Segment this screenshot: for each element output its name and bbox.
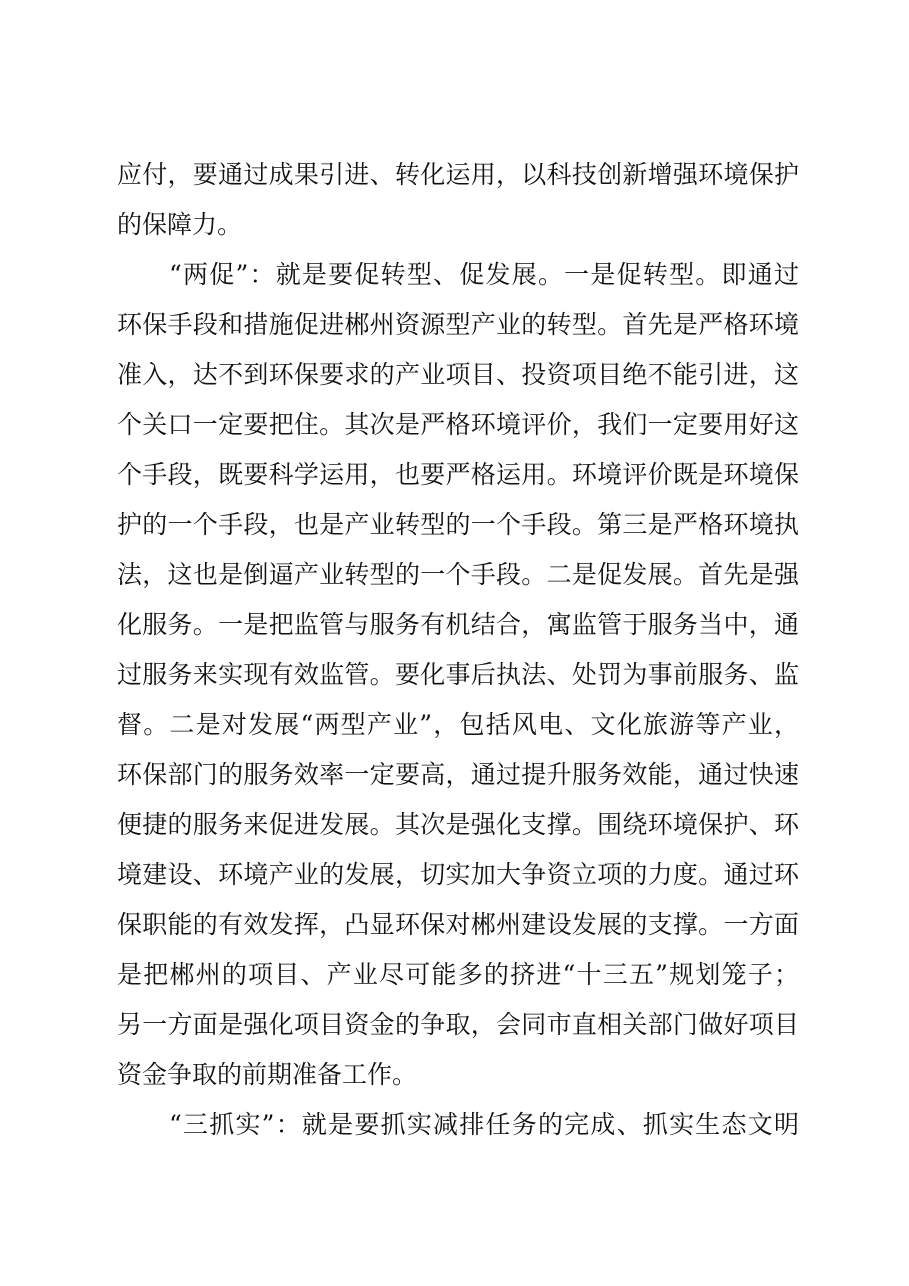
text-line: 保职能的有效发挥，凸显环保对郴州建设发展的支撑。一方面: [117, 910, 799, 939]
text-line: 便捷的服务来促进发展。其次是强化支撑。围绕环境保护、环: [117, 810, 799, 839]
text-line: “两促”：就是要促转型、促发展。一是促转型。即通过: [169, 260, 799, 289]
text-line: 化服务。一是把监管与服务有机结合，寓监管于服务当中，通: [117, 610, 799, 639]
body-text: [117, 150, 799, 1150]
text-line: 个手段，既要科学运用，也要严格运用。环境评价既是环境保: [117, 460, 799, 489]
text-line: 护的一个手段，也是产业转型的一个手段。第三是严格环境执: [117, 510, 799, 539]
text-line: 督。二是对发展“两型产业”，包括风电、文化旅游等产业，: [117, 710, 799, 739]
text-line: 资金争取的前期准备工作。: [117, 1060, 418, 1089]
text-line: 准入，达不到环保要求的产业项目、投资项目绝不能引进，这: [117, 360, 799, 389]
text-line: 另一方面是强化项目资金的争取，会同市直相关部门做好项目: [117, 1010, 799, 1039]
text-line: 境建设、环境产业的发展，切实加大争资立项的力度。通过环: [117, 860, 799, 889]
text-line: 过服务来实现有效监管。要化事后执法、处罚为事前服务、监: [117, 660, 799, 689]
text-line: 的保障力。: [117, 210, 243, 239]
text-line: 环保手段和措施促进郴州资源型产业的转型。首先是严格环境: [117, 310, 799, 339]
text-line: 法，这也是倒逼产业转型的一个手段。二是促发展。首先是强: [117, 560, 799, 589]
text-line: “三抓实”：就是要抓实减排任务的完成、抓实生态文明: [169, 1110, 799, 1139]
text-line: 是把郴州的项目、产业尽可能多的挤进“十三五”规划笼子；: [117, 960, 799, 989]
text-line: 环保部门的服务效率一定要高，通过提升服务效能，通过快速: [117, 760, 799, 789]
text-line: 个关口一定要把住。其次是严格环境评价，我们一定要用好这: [117, 410, 799, 439]
text-line: 应付，要通过成果引进、转化运用，以科技创新增强环境保护: [117, 160, 799, 189]
